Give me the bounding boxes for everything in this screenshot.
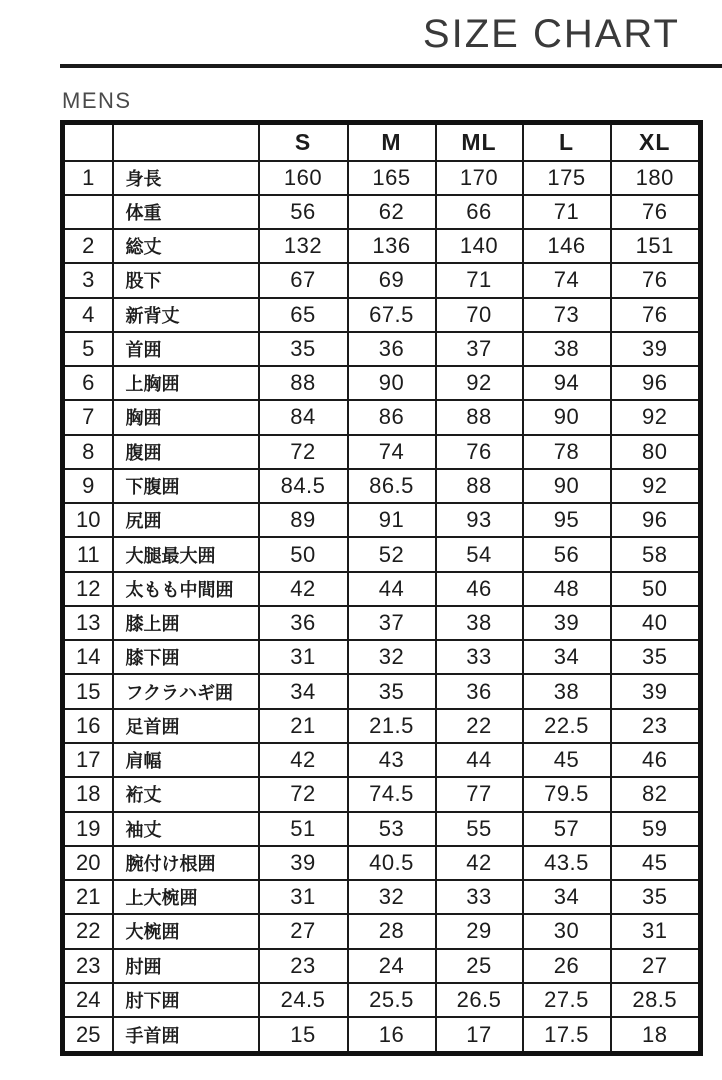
row-number: 15 <box>63 674 113 708</box>
row-number: 5 <box>63 332 113 366</box>
row-size-value: 90 <box>523 469 611 503</box>
table-row <box>63 503 701 537</box>
table-row <box>63 298 701 332</box>
row-size-value: 34 <box>259 674 348 708</box>
row-size-value: 53 <box>348 812 436 846</box>
row-measure-label: 足首囲 <box>113 709 259 743</box>
row-size-value: 35 <box>611 880 701 914</box>
row-size-value: 88 <box>436 469 523 503</box>
row-size-value: 22 <box>436 709 523 743</box>
row-size-value: 96 <box>611 366 701 400</box>
row-size-value: 32 <box>348 640 436 674</box>
row-size-value: 90 <box>348 366 436 400</box>
row-size-value: 51 <box>259 812 348 846</box>
row-size-value: 30 <box>523 914 611 948</box>
row-measure-label: 大腿最大囲 <box>113 537 259 571</box>
row-size-value: 76 <box>611 298 701 332</box>
row-size-value: 31 <box>259 880 348 914</box>
row-size-value: 25 <box>436 949 523 983</box>
row-number: 17 <box>63 743 113 777</box>
row-size-value: 17.5 <box>523 1017 611 1053</box>
page-title: SIZE CHART <box>422 12 680 56</box>
header-cell-size-ml: ML <box>436 123 523 161</box>
table-row <box>63 914 701 948</box>
table-row <box>63 195 701 229</box>
row-size-value: 33 <box>436 880 523 914</box>
row-size-value: 151 <box>611 229 701 263</box>
row-size-value: 38 <box>523 332 611 366</box>
row-number: 14 <box>63 640 113 674</box>
row-measure-label: 上大椀囲 <box>113 880 259 914</box>
row-measure-label: 胸囲 <box>113 400 259 434</box>
row-measure-label: 尻囲 <box>113 503 259 537</box>
table-row <box>63 880 701 914</box>
row-size-value: 55 <box>436 812 523 846</box>
row-number: 25 <box>63 1017 113 1053</box>
row-size-value: 132 <box>259 229 348 263</box>
row-size-value: 76 <box>436 435 523 469</box>
row-size-value: 39 <box>611 674 701 708</box>
row-size-value: 80 <box>611 435 701 469</box>
row-size-value: 46 <box>611 743 701 777</box>
table-row <box>63 983 701 1017</box>
row-size-value: 52 <box>348 537 436 571</box>
row-size-value: 58 <box>611 537 701 571</box>
table-row <box>63 777 701 811</box>
row-number: 12 <box>63 572 113 606</box>
table-row <box>63 709 701 743</box>
row-size-value: 94 <box>523 366 611 400</box>
table-row <box>63 640 701 674</box>
row-size-value: 73 <box>523 298 611 332</box>
row-measure-label: 腹囲 <box>113 435 259 469</box>
row-size-value: 72 <box>259 777 348 811</box>
row-size-value: 140 <box>436 229 523 263</box>
row-size-value: 42 <box>259 743 348 777</box>
section-label-mens: MENS <box>62 88 132 113</box>
row-size-value: 37 <box>436 332 523 366</box>
header-cell-size-m: M <box>348 123 436 161</box>
row-size-value: 22.5 <box>523 709 611 743</box>
row-size-value: 44 <box>436 743 523 777</box>
row-number: 3 <box>63 263 113 297</box>
row-size-value: 36 <box>436 674 523 708</box>
row-size-value: 23 <box>611 709 701 743</box>
row-size-value: 21 <box>259 709 348 743</box>
row-measure-label: 大椀囲 <box>113 914 259 948</box>
table-row <box>63 743 701 777</box>
row-size-value: 31 <box>611 914 701 948</box>
row-size-value: 86 <box>348 400 436 434</box>
row-size-value: 39 <box>523 606 611 640</box>
row-size-value: 66 <box>436 195 523 229</box>
row-number: 20 <box>63 846 113 880</box>
row-measure-label: 総丈 <box>113 229 259 263</box>
row-size-value: 146 <box>523 229 611 263</box>
table-row <box>63 400 701 434</box>
size-chart-table <box>60 120 703 1056</box>
row-size-value: 32 <box>348 880 436 914</box>
row-size-value: 170 <box>436 161 523 195</box>
row-size-value: 35 <box>259 332 348 366</box>
row-size-value: 45 <box>523 743 611 777</box>
row-size-value: 26.5 <box>436 983 523 1017</box>
row-size-value: 24.5 <box>259 983 348 1017</box>
row-size-value: 39 <box>611 332 701 366</box>
table-row <box>63 366 701 400</box>
row-size-value: 67.5 <box>348 298 436 332</box>
row-size-value: 42 <box>436 846 523 880</box>
row-size-value: 27 <box>611 949 701 983</box>
table-row <box>63 332 701 366</box>
table-row <box>63 263 701 297</box>
row-size-value: 78 <box>523 435 611 469</box>
row-size-value: 84 <box>259 400 348 434</box>
row-size-value: 28 <box>348 914 436 948</box>
row-size-value: 165 <box>348 161 436 195</box>
row-number: 7 <box>63 400 113 434</box>
row-size-value: 59 <box>611 812 701 846</box>
row-size-value: 50 <box>259 537 348 571</box>
row-size-value: 72 <box>259 435 348 469</box>
row-size-value: 90 <box>523 400 611 434</box>
row-size-value: 39 <box>259 846 348 880</box>
row-size-value: 56 <box>523 537 611 571</box>
row-number: 18 <box>63 777 113 811</box>
row-size-value: 54 <box>436 537 523 571</box>
row-size-value: 180 <box>611 161 701 195</box>
row-size-value: 36 <box>259 606 348 640</box>
row-size-value: 74 <box>348 435 436 469</box>
row-size-value: 57 <box>523 812 611 846</box>
row-size-value: 136 <box>348 229 436 263</box>
row-size-value: 43.5 <box>523 846 611 880</box>
row-number: 10 <box>63 503 113 537</box>
row-number: 22 <box>63 914 113 948</box>
row-size-value: 56 <box>259 195 348 229</box>
header-cell-size-s: S <box>259 123 348 161</box>
row-number: 8 <box>63 435 113 469</box>
table-row <box>63 435 701 469</box>
row-size-value: 91 <box>348 503 436 537</box>
row-size-value: 31 <box>259 640 348 674</box>
row-size-value: 27.5 <box>523 983 611 1017</box>
row-size-value: 88 <box>259 366 348 400</box>
row-size-value: 67 <box>259 263 348 297</box>
header-cell-size-xl: XL <box>611 123 701 161</box>
row-size-value: 26 <box>523 949 611 983</box>
table-row <box>63 846 701 880</box>
row-size-value: 50 <box>611 572 701 606</box>
row-size-value: 74.5 <box>348 777 436 811</box>
row-measure-label: 下腹囲 <box>113 469 259 503</box>
row-number: 23 <box>63 949 113 983</box>
header-cell-size-l: L <box>523 123 611 161</box>
row-size-value: 82 <box>611 777 701 811</box>
row-size-value: 71 <box>436 263 523 297</box>
title-divider-rule <box>60 64 722 68</box>
row-size-value: 93 <box>436 503 523 537</box>
row-size-value: 45 <box>611 846 701 880</box>
row-size-value: 71 <box>523 195 611 229</box>
row-size-value: 42 <box>259 572 348 606</box>
row-size-value: 96 <box>611 503 701 537</box>
row-measure-label: 腕付け根囲 <box>113 846 259 880</box>
table-row <box>63 229 701 263</box>
row-number: 6 <box>63 366 113 400</box>
row-measure-label: 手首囲 <box>113 1017 259 1053</box>
row-measure-label: 膝上囲 <box>113 606 259 640</box>
table-row <box>63 537 701 571</box>
row-size-value: 74 <box>523 263 611 297</box>
table-row <box>63 606 701 640</box>
row-size-value: 43 <box>348 743 436 777</box>
row-size-value: 70 <box>436 298 523 332</box>
row-size-value: 69 <box>348 263 436 297</box>
row-number: 2 <box>63 229 113 263</box>
row-measure-label: 股下 <box>113 263 259 297</box>
row-number: 16 <box>63 709 113 743</box>
row-size-value: 17 <box>436 1017 523 1053</box>
row-size-value: 16 <box>348 1017 436 1053</box>
row-size-value: 28.5 <box>611 983 701 1017</box>
row-size-value: 48 <box>523 572 611 606</box>
row-measure-label: 上胸囲 <box>113 366 259 400</box>
row-number <box>63 195 113 229</box>
header-cell-measure-blank <box>113 123 259 161</box>
row-number: 1 <box>63 161 113 195</box>
row-number: 11 <box>63 537 113 571</box>
row-size-value: 86.5 <box>348 469 436 503</box>
table-row <box>63 469 701 503</box>
row-size-value: 40.5 <box>348 846 436 880</box>
row-size-value: 62 <box>348 195 436 229</box>
row-size-value: 79.5 <box>523 777 611 811</box>
row-number: 19 <box>63 812 113 846</box>
row-measure-label: 太もも中間囲 <box>113 572 259 606</box>
row-size-value: 35 <box>348 674 436 708</box>
row-measure-label: 肘下囲 <box>113 983 259 1017</box>
row-size-value: 46 <box>436 572 523 606</box>
table-row <box>63 812 701 846</box>
table-row <box>63 572 701 606</box>
row-size-value: 24 <box>348 949 436 983</box>
row-measure-label: 肩幅 <box>113 743 259 777</box>
row-number: 9 <box>63 469 113 503</box>
table-row <box>63 1017 701 1053</box>
row-size-value: 37 <box>348 606 436 640</box>
row-size-value: 34 <box>523 640 611 674</box>
row-size-value: 23 <box>259 949 348 983</box>
row-size-value: 76 <box>611 263 701 297</box>
row-size-value: 89 <box>259 503 348 537</box>
row-size-value: 40 <box>611 606 701 640</box>
row-measure-label: 袖丈 <box>113 812 259 846</box>
row-size-value: 38 <box>523 674 611 708</box>
row-measure-label: 肘囲 <box>113 949 259 983</box>
size-header-row <box>63 123 701 161</box>
row-number: 4 <box>63 298 113 332</box>
row-measure-label: 新背丈 <box>113 298 259 332</box>
row-size-value: 160 <box>259 161 348 195</box>
row-size-value: 84.5 <box>259 469 348 503</box>
row-measure-label: 裄丈 <box>113 777 259 811</box>
row-size-value: 35 <box>611 640 701 674</box>
row-size-value: 36 <box>348 332 436 366</box>
row-size-value: 76 <box>611 195 701 229</box>
row-measure-label: 身長 <box>113 161 259 195</box>
row-measure-label: フクラハギ囲 <box>113 674 259 708</box>
row-measure-label: 体重 <box>113 195 259 229</box>
row-size-value: 25.5 <box>348 983 436 1017</box>
table-row <box>63 161 701 195</box>
row-size-value: 29 <box>436 914 523 948</box>
row-size-value: 92 <box>611 400 701 434</box>
row-size-value: 88 <box>436 400 523 434</box>
row-size-value: 65 <box>259 298 348 332</box>
row-size-value: 15 <box>259 1017 348 1053</box>
row-measure-label: 首囲 <box>113 332 259 366</box>
row-measure-label: 膝下囲 <box>113 640 259 674</box>
row-number: 24 <box>63 983 113 1017</box>
row-size-value: 33 <box>436 640 523 674</box>
row-size-value: 92 <box>611 469 701 503</box>
row-size-value: 95 <box>523 503 611 537</box>
table-row <box>63 949 701 983</box>
row-size-value: 92 <box>436 366 523 400</box>
row-size-value: 27 <box>259 914 348 948</box>
row-size-value: 77 <box>436 777 523 811</box>
row-number: 21 <box>63 880 113 914</box>
row-number: 13 <box>63 606 113 640</box>
row-size-value: 34 <box>523 880 611 914</box>
row-size-value: 38 <box>436 606 523 640</box>
header-cell-row-number-blank <box>63 123 113 161</box>
row-size-value: 175 <box>523 161 611 195</box>
row-size-value: 21.5 <box>348 709 436 743</box>
row-size-value: 44 <box>348 572 436 606</box>
table-row <box>63 674 701 708</box>
row-size-value: 18 <box>611 1017 701 1053</box>
